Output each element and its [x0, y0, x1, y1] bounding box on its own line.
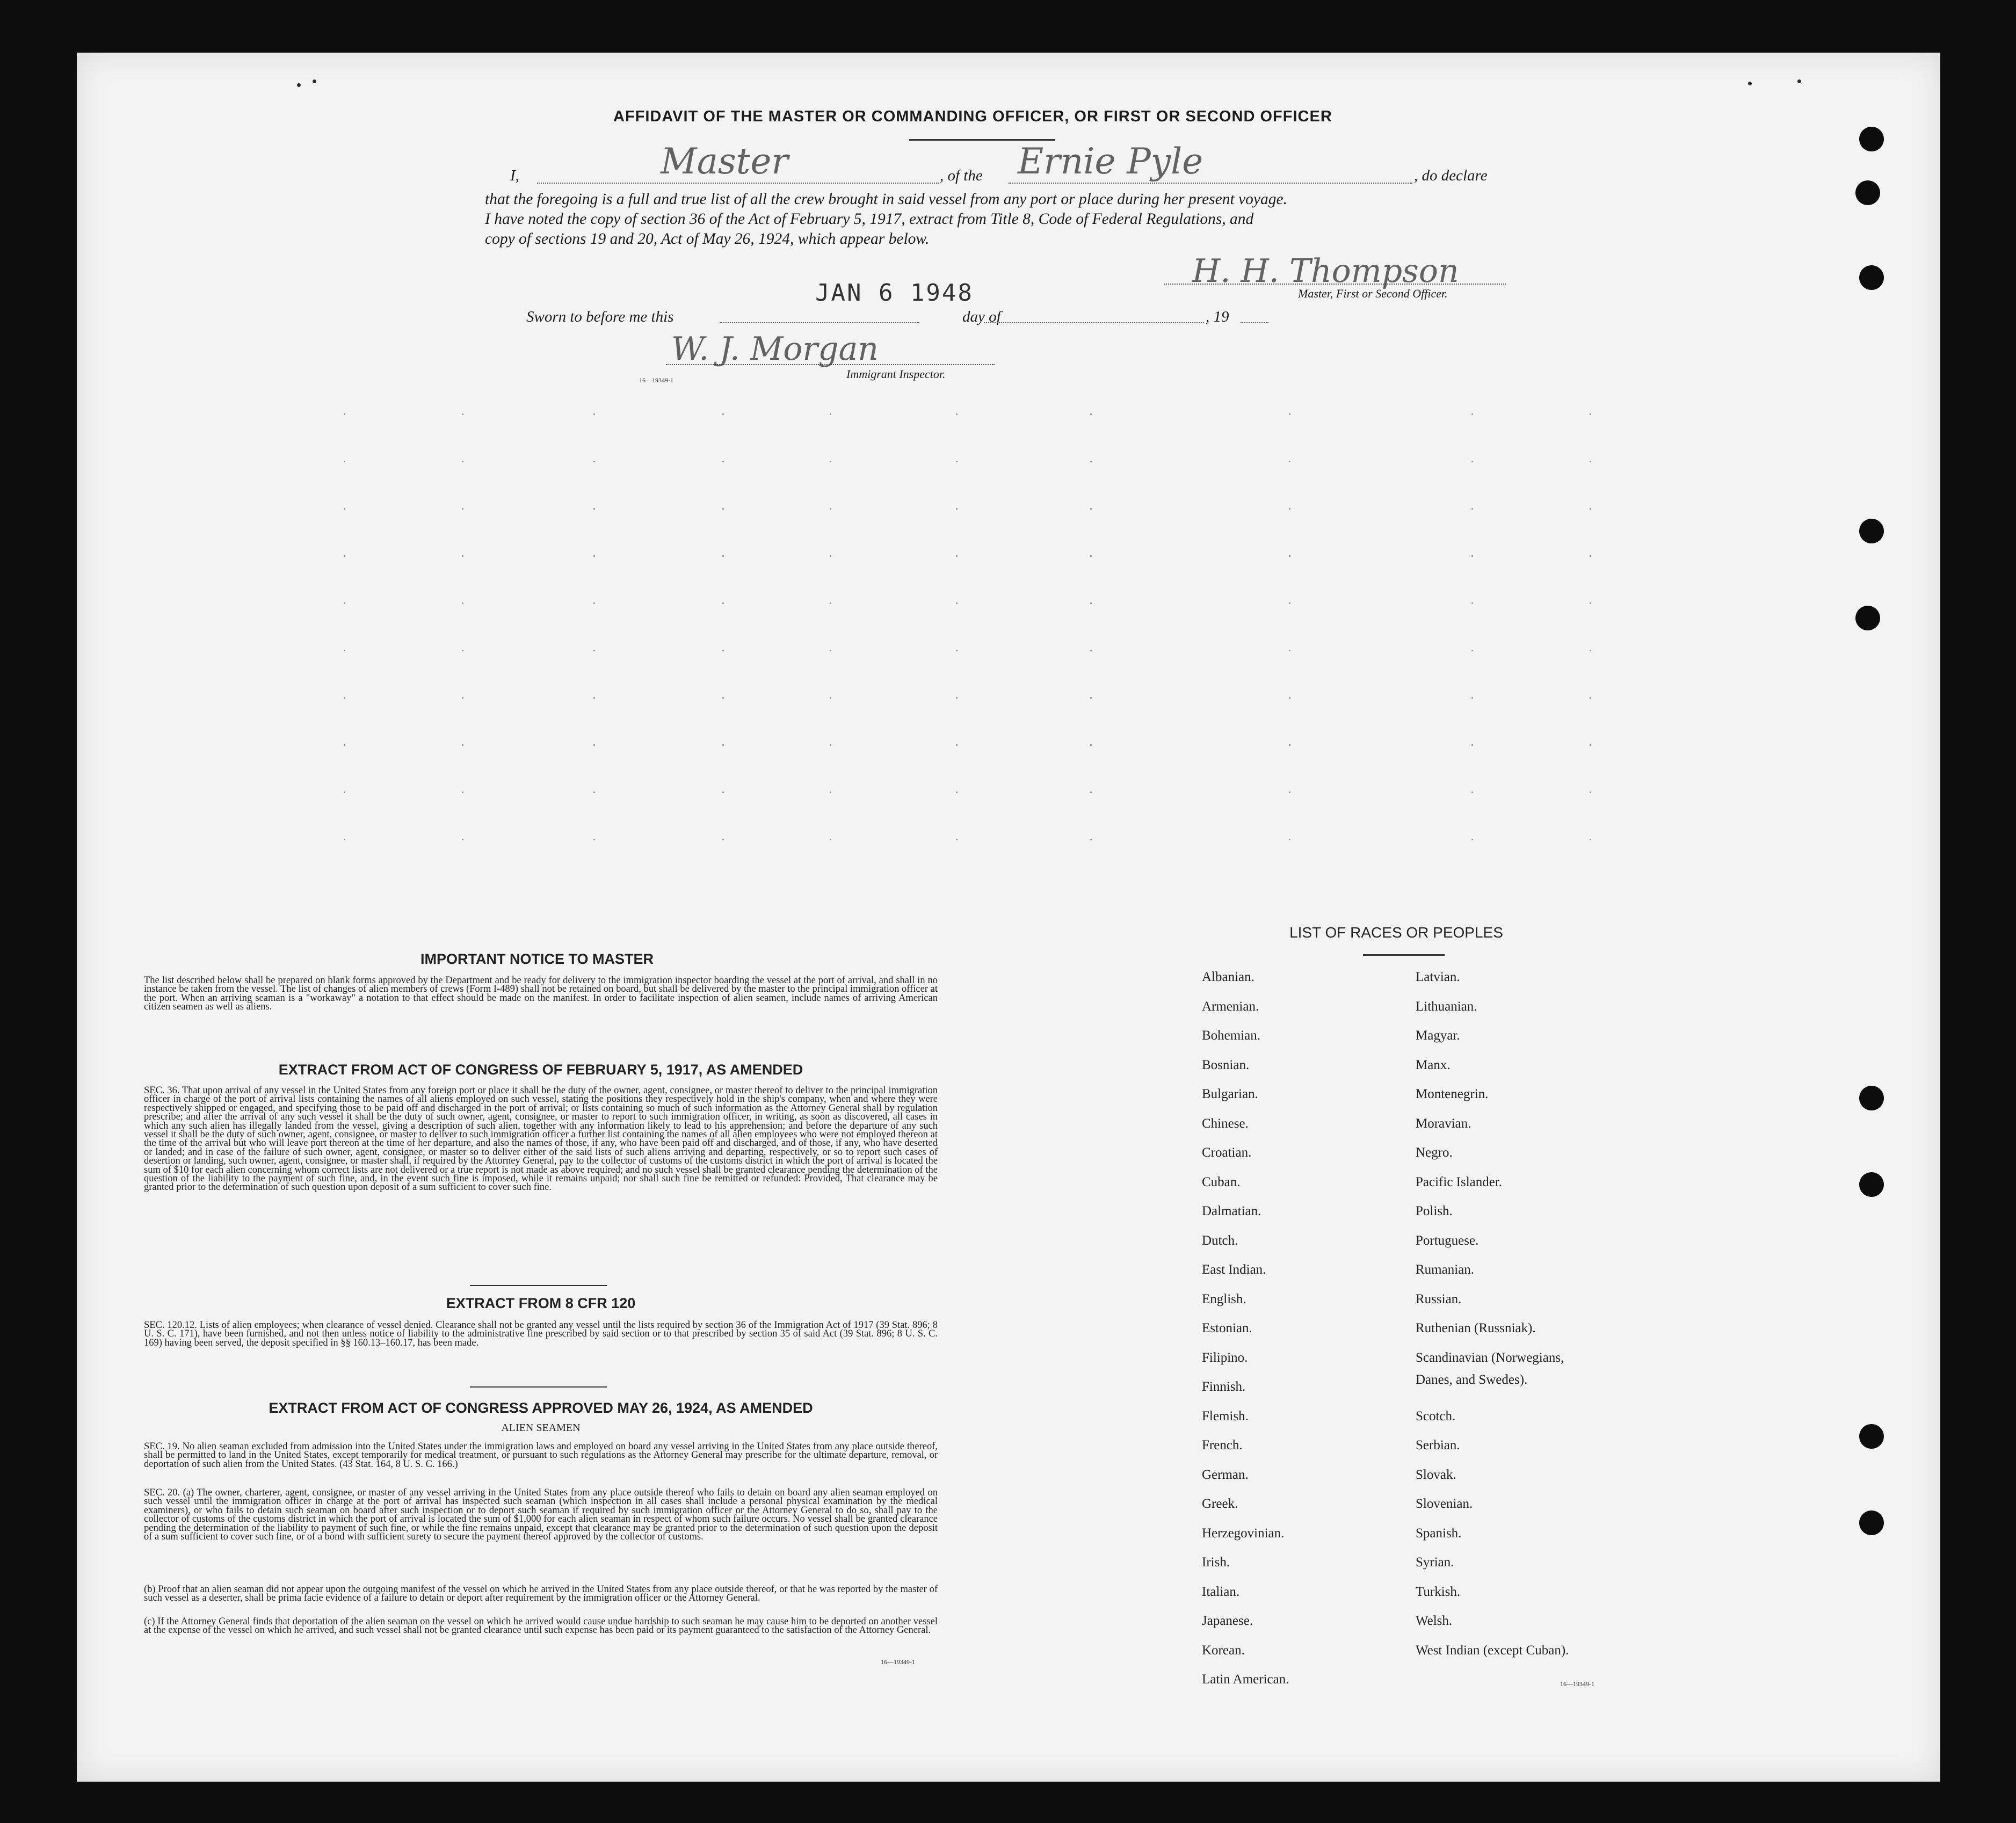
affidavit-of-the: , of the [940, 167, 983, 184]
sec19-text: SEC. 19. No alien seaman excluded from admission into the United States under the immigration laws and employed on board any vessel arriving in the United States from any place outside thereof, shall be permitted to land in the United States, except temporarily for medical treatment, or pursuant to such regulations as the Attorney General may prescribe for the ultimate departure, removal, or deportation of such alien from the United States. (43 Stat. 164, 8 U. S. C. 166.) [144, 1441, 938, 1470]
sworn-prefix: Sworn to before me this [526, 308, 674, 325]
punch-hole [1859, 1424, 1884, 1449]
race-item: Irish. [1202, 1555, 1230, 1570]
year-prefix: , 19 [1206, 308, 1229, 325]
race-item: Spanish. [1416, 1526, 1462, 1541]
affidavit-line2: that the foregoing is a full and true list of all the crew brought in said vessel from any port or place during her present voyage. [485, 191, 1287, 208]
affidavit-prefix: I, [510, 167, 519, 184]
race-item: Moravian. [1416, 1116, 1471, 1131]
race-item: Syrian. [1416, 1555, 1454, 1570]
day-of-label: day of [962, 308, 1001, 325]
race-item: Armenian. [1202, 999, 1259, 1014]
punch-hole [1859, 1086, 1884, 1110]
punch-hole [1859, 127, 1884, 151]
race-item: Polish. [1416, 1204, 1453, 1218]
inspector-caption: Immigrant Inspector. [846, 367, 946, 381]
handwritten-master: Master [661, 141, 788, 182]
race-item: Lithuanian. [1416, 999, 1477, 1014]
race-item: Slovenian. [1416, 1497, 1473, 1511]
race-item: Dutch. [1202, 1233, 1238, 1248]
alien-seamen-subtitle: ALIEN SEAMEN [501, 1422, 581, 1434]
affidavit-line3: I have noted the copy of section 36 of the Act of February 5, 1917, extract from Title 8, Code of Federal Regulations, and [485, 210, 1254, 228]
race-item: Slovak. [1416, 1467, 1456, 1482]
race-item: Latvian. [1416, 970, 1460, 984]
race-item: Turkish. [1416, 1584, 1461, 1599]
sec20c-text: (c) If the Attorney General finds that deportation of the alien seaman on the vessel on which he arrived would cause undue hardship to such seaman he may cause him to be deported on another vessel at the expense of the vessel on which he arrived, and such vessel shall not be granted clearance until such expense has been paid or its payment guaranteed to the satisfaction of the Attorney General. [144, 1616, 938, 1636]
punch-hole [1855, 606, 1880, 630]
punch-hole [1859, 1510, 1884, 1535]
race-item: Italian. [1202, 1584, 1240, 1599]
extract-1917-text: SEC. 36. That upon arrival of any vessel in the United States from any foreign port or place it shall be the duty of the owner, agent, consignee, or master thereof to deliver to the principal immigration officer in charge of the port of arrival lists containing the names of all aliens employed on such vessel, stating the positions they respectively hold in the ship's company, when and where they were respectively shipped or engaged, and specifying those to be paid off and discharged in the port of arrival; or lists containing so much of such information as the Attorney General shall by regulation prescribe; and after the arrival of any such vessel it shall be the duty of such owner, agent, consignee, or master to report to such immigration officer, in writing, as soon as discovered, all cases in which any such alien has illegally landed from the vessel, giving a description of such alien, together with any information likely to lead to his apprehension; and before the departure of any such vessel it shall be the duty of such owner, agent, consignee, or master to deliver to such immigration officer a further list containing the names of all alien employees who were not employed thereon at the time of the arrival but who will leave port thereon at the time of her departure, and also the names of those, if any, who have been paid off and discharged, and of those, if any, who have deserted or landed; and in case of the failure of such owner, agent, consignee, or master so to deliver either of the said lists of such aliens arriving and departing, respectively, or so to report such cases of desertion or landing, such owner, agent, consignee, or master shall, if required by the Attorney General, pay to the collector of customs of the customs district in which the port of arrival is located the sum of $10 for each alien concerning whom correct lists are not delivered or a true report is not made as above required; and no such vessel shall be granted clearance pending the determination of the question of the liability to the payment of such fine, and, in the event such fine is imposed, while it remains unpaid; nor shall such fine be remitted or refunded: Provided, That clearance may be granted prior to the determination of such question upon deposit of a sum sufficient to cover such fine. [144, 1085, 938, 1193]
race-item: Serbian. [1416, 1438, 1460, 1452]
race-item: Manx. [1416, 1057, 1451, 1072]
race-item: German. [1202, 1467, 1249, 1482]
race-item: English. [1202, 1291, 1246, 1306]
extract-1917-title: EXTRACT FROM ACT OF CONGRESS OF FEBRUARY 5, 1917, AS AMENDED [278, 1062, 803, 1078]
race-item: Estonian. [1202, 1321, 1252, 1335]
race-item: East Indian. [1202, 1262, 1266, 1277]
race-item: Flemish. [1202, 1408, 1249, 1423]
race-item: Japanese. [1202, 1614, 1253, 1628]
race-item: Pacific Islander. [1416, 1174, 1503, 1189]
affidavit-title: AFFIDAVIT OF THE MASTER OR COMMANDING OFFICER, OR FIRST OR SECOND OFFICER [613, 108, 1332, 125]
punch-hole [1859, 519, 1884, 543]
sec20a-text: SEC. 20. (a) The owner, charterer, agent, consignee, or master of any vessel arriving in the United States from any place outside thereof who fails to detain on board any alien seaman employed on such vessel until the immigration officer in charge at the port of arrival has inspected such seaman (which inspection in all cases shall include a personal physical examination by the medical examiners), or who fails to detain such seaman on board after such inspection or to deport such seaman if required by such immigration officer or the Attorney General to do so, shall pay to the collector of customs of the customs district in which the port of arrival is located the sum of $1,000 for each alien seaman in respect of whom such failure occurs. No vessel shall be granted clearance pending the determination of the liability to payment of such fine, or while the fine remains unpaid, except that clearance may be granted prior to the determination of such question upon the deposit of a sum sufficient to cover such fine, or of a bond with sufficient surety to secure the payment thereof approved by the collector of customs. [144, 1487, 938, 1543]
punch-hole [1855, 180, 1880, 205]
race-item: Herzegovinian. [1202, 1526, 1285, 1541]
race-item: Portuguese. [1416, 1233, 1479, 1248]
sec20b-text: (b) Proof that an alien seaman did not appear upon the outgoing manifest of the vessel on which he arrived in the United States from any place outside thereof, or that he was reported by the master of such vessel as a deserter, shall be prima facie evidence of a failure to detain or deport after requirement by the immigration officer or the Attorney General. [144, 1584, 938, 1604]
notice-title: IMPORTANT NOTICE TO MASTER [420, 951, 654, 967]
race-item: Dalmatian. [1202, 1204, 1261, 1218]
race-item: Cuban. [1202, 1174, 1241, 1189]
race-item: Russian. [1416, 1291, 1462, 1306]
race-item: Bohemian. [1202, 1028, 1261, 1043]
notice-text: The list described below shall be prepared on blank forms approved by the Department and be ready for delivery to the immigration inspector boarding the vessel at the port of arrival, and shall in no instance be taken from the vessel. The list of changes of alien members of crews (Form I-489) shall not be retained on board, but shall be delivered by the master to the principal immigration officer at the port. When an arriving seaman is a "workaway" a notation to that effect should be made on the manifest. In order to facilitate inspection of alien seamen, include names of arriving American citizen seamen as well as aliens. [144, 975, 938, 1013]
races-title: LIST OF RACES OR PEOPLES [1289, 924, 1503, 941]
race-item: Welsh. [1416, 1614, 1453, 1628]
date-stamp: JAN 6 1948 [815, 279, 974, 307]
signature-inspector: W. J. Morgan [671, 330, 879, 368]
race-item: Negro. [1416, 1145, 1453, 1160]
race-item: Ruthenian (Russniak). [1416, 1321, 1536, 1335]
race-item: Magyar. [1416, 1028, 1460, 1043]
signature-master: H. H. Thompson [1192, 252, 1459, 290]
race-item: Rumanian. [1416, 1262, 1475, 1277]
race-item: Korean. [1202, 1643, 1245, 1658]
race-item: Danes, and Swedes). [1416, 1372, 1528, 1387]
race-item: French. [1202, 1438, 1243, 1452]
extract-cfr-text: SEC. 120.12. Lists of alien employees; when clearance of vessel denied. Clearance shall not be granted any vessel until the lists required by section 36 of the Immigration Act of 1917 (39 Stat. 896; 8 U. S. C. 171), have been furnished, and not then unless notice of liability to the administrative fine prescribed by said section or to that prescribed by section 35 of said Act (39 Stat. 896; 8 U. S. C. 169) having been served, the deposit specified in §§ 160.13–160.17, has been made. [144, 1320, 938, 1348]
handwritten-vessel-name: Ernie Pyle [1018, 141, 1203, 182]
race-item: Chinese. [1202, 1116, 1249, 1131]
punch-hole [1859, 265, 1884, 290]
race-item: Scotch. [1416, 1408, 1456, 1423]
race-item: Greek. [1202, 1497, 1238, 1511]
master-caption: Master, First or Second Officer. [1298, 287, 1448, 300]
affidavit-line4: copy of sections 19 and 20, Act of May 26, 1924, which appear below. [485, 230, 930, 248]
punch-hole [1859, 1172, 1884, 1197]
extract-1924-title: EXTRACT FROM ACT OF CONGRESS APPROVED MAY 26, 1924, AS AMENDED [269, 1400, 813, 1416]
extract-form-code: 16—19349-1 [881, 1658, 915, 1666]
extract-cfr-title: EXTRACT FROM 8 CFR 120 [446, 1295, 636, 1311]
race-item: West Indian (except Cuban). [1416, 1643, 1569, 1658]
race-item: Finnish. [1202, 1379, 1246, 1394]
race-item: Scandinavian (Norwegians, [1416, 1350, 1564, 1365]
race-item: Montenegrin. [1416, 1087, 1489, 1101]
affidavit-form-code: 16—19349-1 [639, 376, 673, 384]
race-item: Albanian. [1202, 970, 1254, 984]
race-item: Filipino. [1202, 1350, 1248, 1365]
race-item: Croatian. [1202, 1145, 1252, 1160]
races-form-code: 16—19349-1 [1560, 1680, 1594, 1688]
race-item: Bulgarian. [1202, 1087, 1258, 1101]
affidavit-declare: , do declare [1414, 167, 1488, 184]
race-item: Bosnian. [1202, 1057, 1250, 1072]
race-item: Latin American. [1202, 1672, 1289, 1687]
